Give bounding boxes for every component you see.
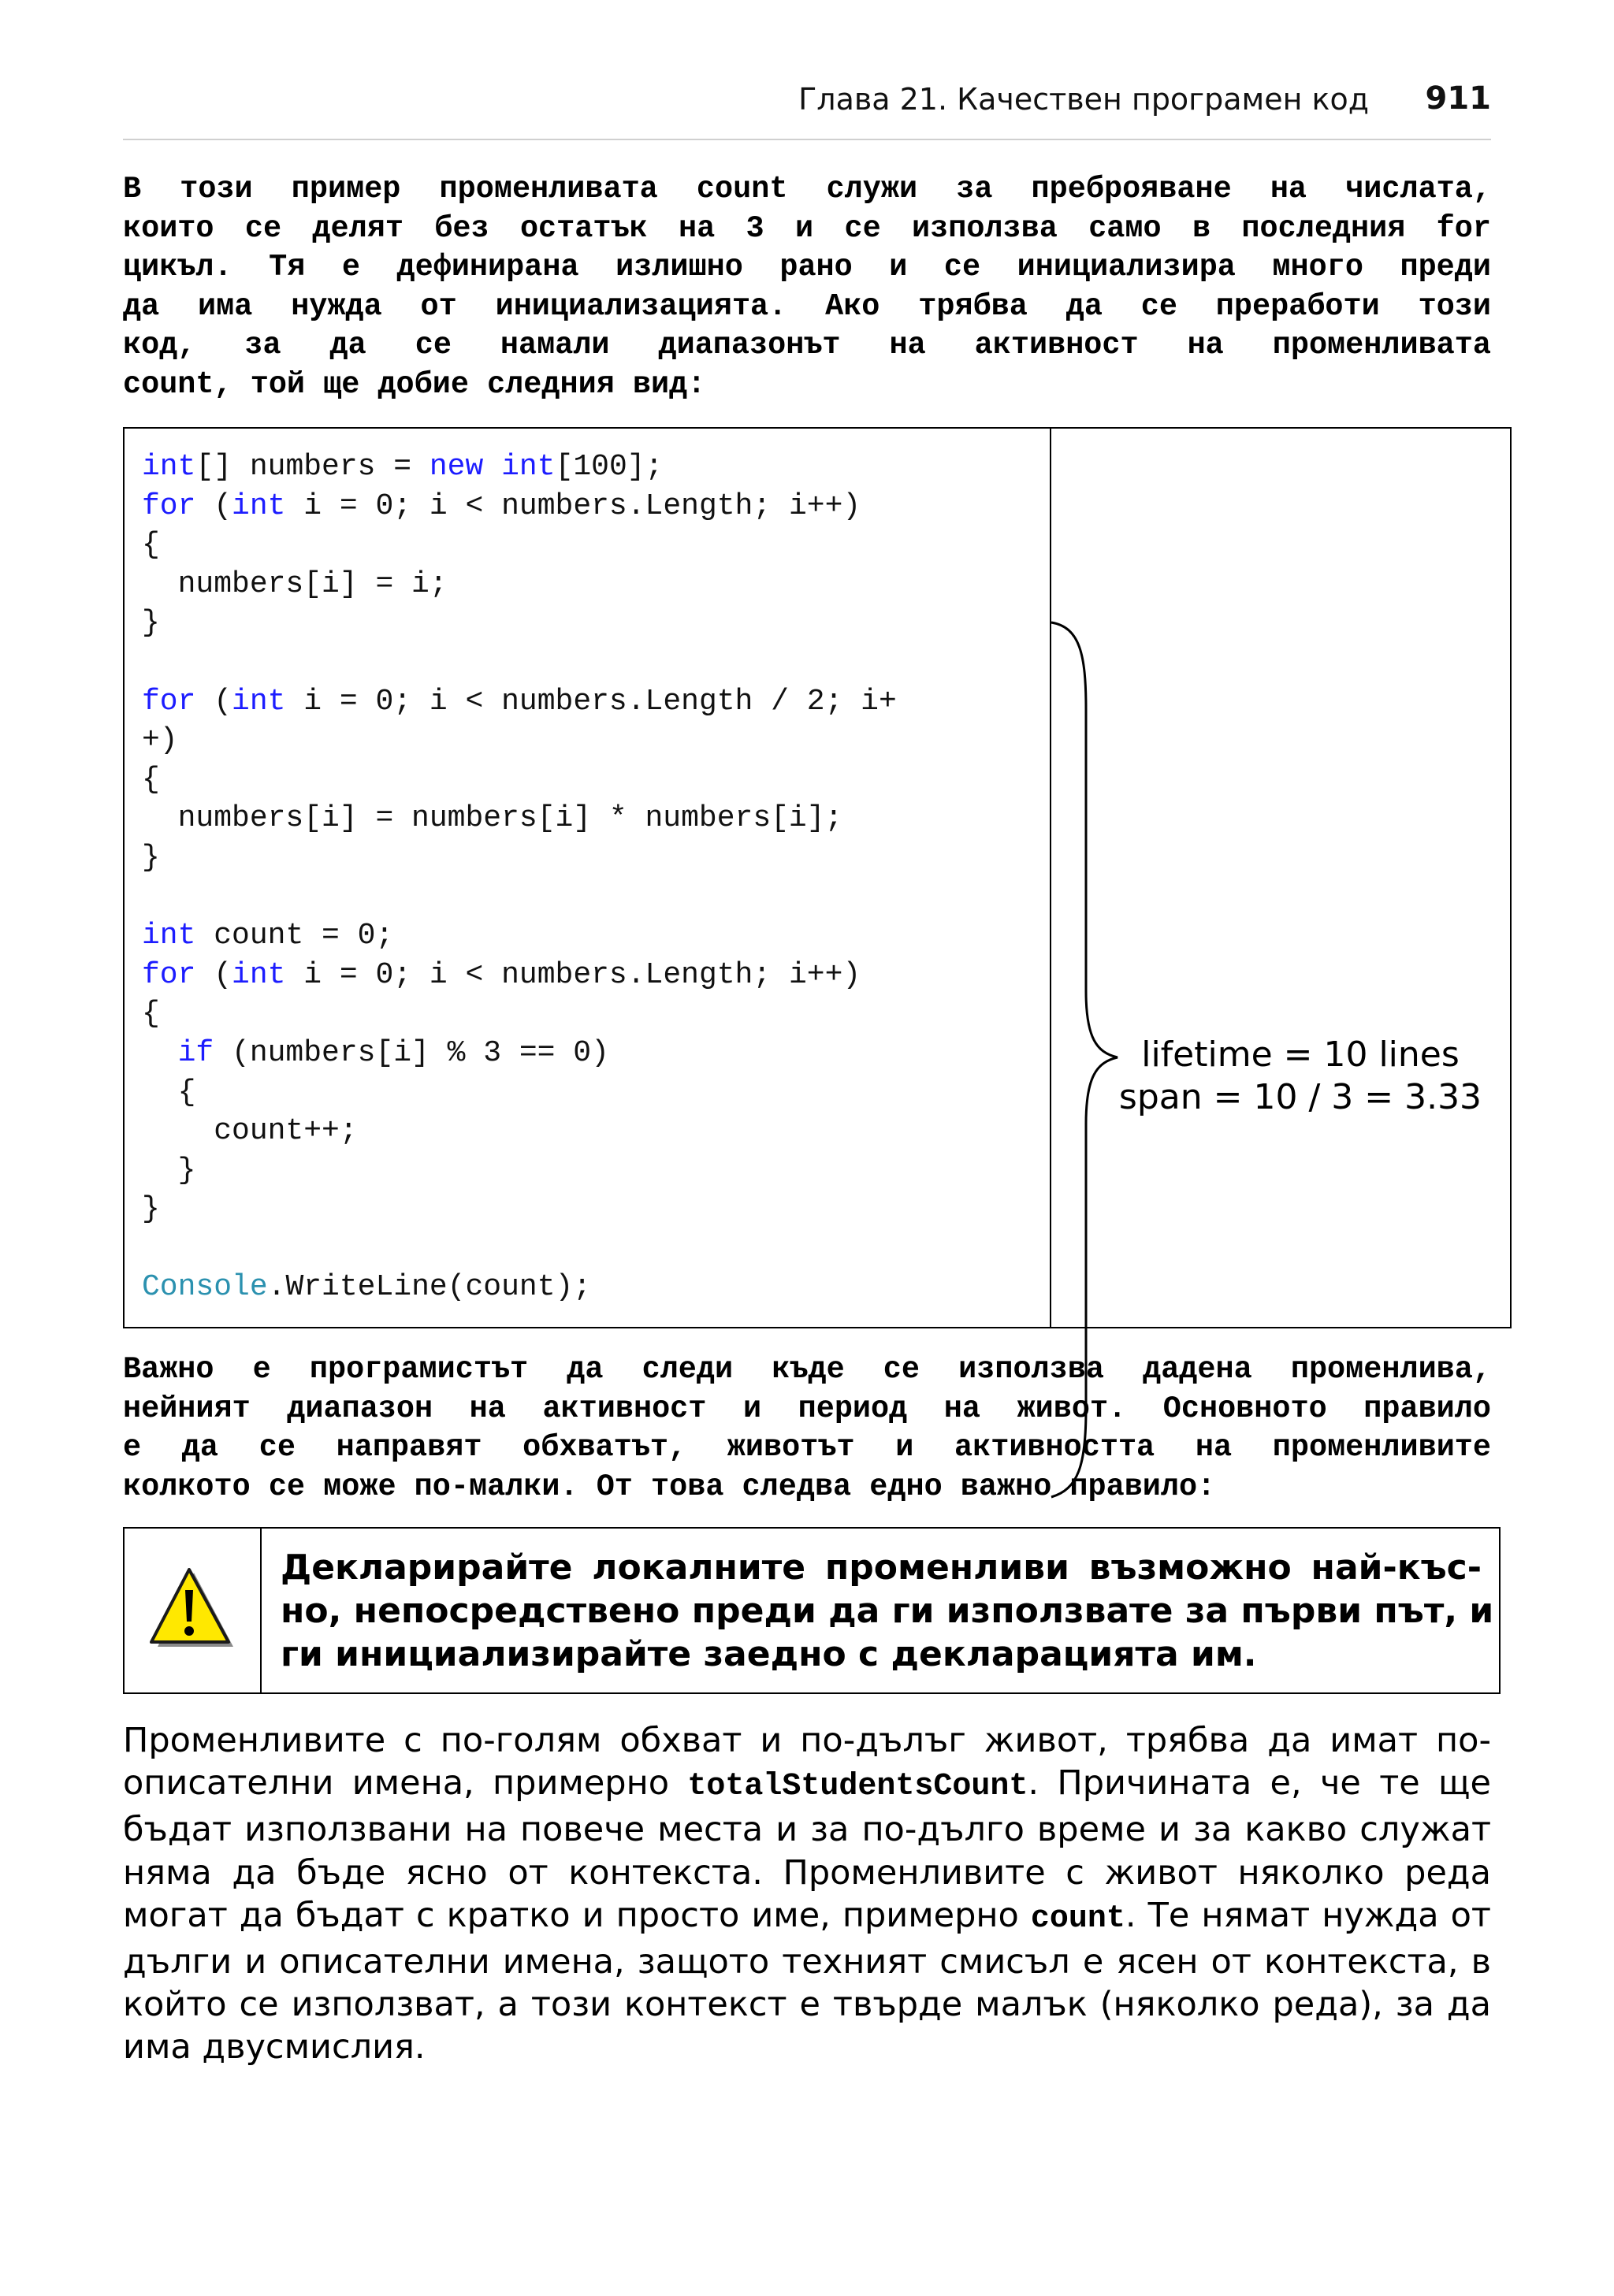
final-line-6: дълги и описателни имена, защото техният смисъл е ясен от контекста, в bbox=[123, 1942, 1491, 1982]
middle-line: нейният диапазон на активност и период на живот. Основното правило bbox=[123, 1391, 1491, 1426]
page-number: 911 bbox=[1425, 80, 1491, 117]
code-keyword: for bbox=[142, 684, 196, 719]
final-line-4: няма да бъде ясно от контекста. Променливите с живот няколко реда bbox=[123, 1852, 1491, 1893]
code-token: [100]; bbox=[555, 450, 664, 484]
code-token: i = 0; i < numbers.Length; i++) bbox=[285, 957, 861, 992]
code-token: [] numbers = bbox=[195, 450, 430, 484]
code-token: .WriteLine(count); bbox=[267, 1270, 592, 1305]
middle-line: е да се направят обхватът, животът и активността на променливите bbox=[123, 1430, 1491, 1465]
code-token: i = 0; i < numbers.Length / 2; i+ bbox=[285, 684, 897, 719]
final-line-5-text: могат да бъдат с кратко и просто име, примерно bbox=[123, 1895, 1031, 1935]
intro-line: цикъл. Тя е дефинирана излишно рано и се инициализира много преди bbox=[123, 250, 1491, 284]
warning-icon bbox=[147, 1568, 235, 1650]
intro-line: да има нужда от инициализацията. Ако трябва да се преработи този bbox=[123, 288, 1491, 324]
span-label: span = 10 / 3 = 3.33 bbox=[1118, 1077, 1482, 1117]
final-line-5-rest: . Те нямат нужда от bbox=[1125, 1895, 1491, 1935]
code-keyword: for bbox=[142, 957, 196, 992]
inline-code-totalstudentscount: totalStudentsCount bbox=[687, 1769, 1028, 1805]
code-token: } bbox=[142, 606, 160, 641]
code-type: Console bbox=[142, 1270, 268, 1305]
final-line-2-text: описателни имена, примерно bbox=[123, 1763, 688, 1804]
code-token: ( bbox=[195, 489, 232, 523]
code-token: { bbox=[142, 997, 160, 1031]
code-keyword: int bbox=[142, 450, 196, 484]
lifetime-annotation bbox=[1103, 1034, 1497, 1119]
code-token: i = 0; i < numbers.Length; i++) bbox=[285, 489, 861, 523]
code-token: ( bbox=[195, 957, 232, 992]
final-line-7: който се използват, а този контекст е твърде малък (няколко реда), за да bbox=[123, 1985, 1491, 2025]
final-line-1: Променливите с по-голям обхват и по-дълъг живот, трябва да имат по- bbox=[123, 1721, 1491, 1760]
code-keyword: int bbox=[232, 957, 286, 992]
middle-line: Важно е програмистът да следи къде се използва дадена променлива, bbox=[123, 1352, 1491, 1387]
code-keyword: int bbox=[501, 450, 556, 484]
code-token: } bbox=[142, 840, 160, 875]
code-token: numbers[i] = i; bbox=[142, 567, 448, 601]
code-token: } bbox=[142, 1153, 196, 1187]
code-keyword: if bbox=[177, 1035, 214, 1070]
tip-text bbox=[281, 1546, 1494, 1676]
final-line-2-rest: . Причината е, че те ще bbox=[1028, 1763, 1491, 1804]
code-token: (numbers[i] % 3 == 0) bbox=[214, 1035, 609, 1070]
intro-line: В този пример променливата count служи за преброяване на числата, bbox=[123, 172, 1491, 206]
final-line-8: има двусмислия. bbox=[123, 2027, 426, 2068]
code-keyword: new bbox=[429, 450, 484, 484]
code-token: count = 0; bbox=[195, 919, 394, 953]
intro-line: код, за да се намали диапазонът на активност на променливата bbox=[123, 328, 1491, 362]
tip-divider bbox=[260, 1527, 262, 1694]
code-token: +) bbox=[142, 723, 178, 758]
code-token: } bbox=[142, 1192, 160, 1227]
code-token: { bbox=[142, 1075, 196, 1109]
code-token: { bbox=[142, 528, 160, 563]
lifetime-label: lifetime = 10 lines bbox=[1141, 1035, 1460, 1075]
final-line-5 bbox=[123, 1894, 1491, 1941]
code-token: { bbox=[142, 762, 160, 797]
code-token: ( bbox=[195, 684, 232, 719]
code-keyword: int bbox=[232, 684, 286, 719]
code-keyword: int bbox=[232, 489, 286, 523]
middle-line: колкото се може по-малки. От това следва едно важно правило: bbox=[123, 1469, 1216, 1504]
code-token: count++; bbox=[142, 1114, 358, 1149]
intro-line: count, той ще добие следния вид: bbox=[123, 366, 706, 402]
code-keyword: int bbox=[142, 919, 196, 953]
final-line-2 bbox=[123, 1762, 1491, 1808]
tip-line: Декларирайте локалните променливи възможно най-къс- bbox=[281, 1547, 1482, 1588]
final-line-3: бъдат използвани на повече места и за по-дълго време и за какво служат bbox=[123, 1810, 1491, 1850]
code-keyword: for bbox=[142, 489, 196, 523]
intro-line: които се делят без остатък на 3 и се използва само в последния for bbox=[123, 210, 1491, 246]
tip-line: ги инициализирайте заедно с декларацията им. bbox=[281, 1634, 1257, 1674]
final-paragraph bbox=[123, 1719, 1491, 2069]
inline-code-count: count bbox=[1030, 1900, 1125, 1937]
chapter-title: Глава 21. Качествен програмен код bbox=[798, 82, 1369, 117]
code-token: numbers[i] = numbers[i] * numbers[i]; bbox=[142, 801, 843, 836]
middle-paragraph bbox=[123, 1350, 1491, 1507]
tip-line: но, непосредствено преди да ги използвате за първи път, и bbox=[281, 1591, 1494, 1631]
